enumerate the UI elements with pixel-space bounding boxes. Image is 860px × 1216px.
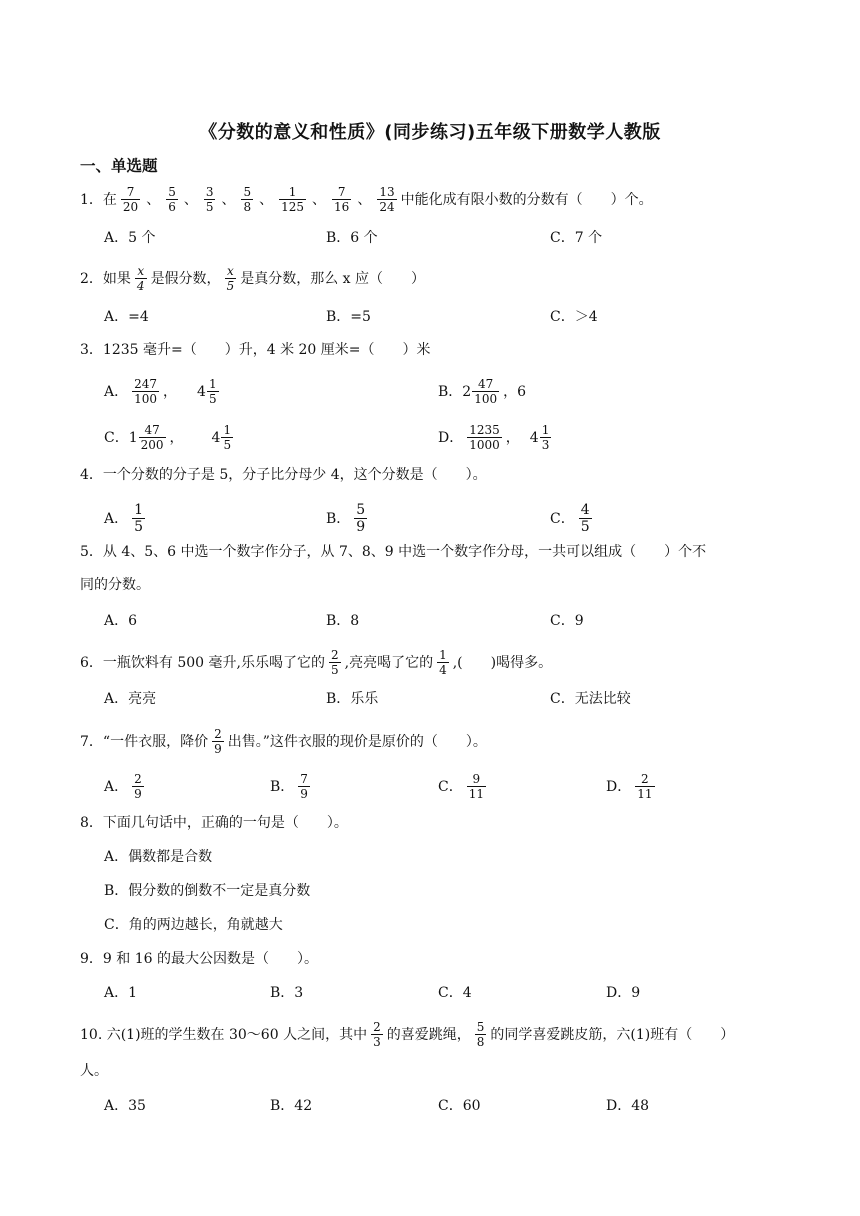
option-b[interactable]: B．乐乐: [326, 691, 379, 707]
option-d[interactable]: D． $\frac{1235}{1000}$ ， 4 $\frac{1}{3}$: [438, 423, 550, 452]
fraction: $\frac{7}{9}$: [300, 772, 308, 801]
option-c[interactable]: C．角的两边越长，角就越大: [104, 917, 283, 933]
question-10-continued: 人。: [80, 1063, 108, 1079]
fraction: $\frac{x}{4}$: [136, 264, 145, 293]
option-b[interactable]: B．6 个: [326, 230, 378, 246]
fraction: $\frac{2}{3}$: [373, 1020, 381, 1049]
fraction: $\frac{2}{5}$: [330, 648, 339, 677]
fraction: $\frac{1}{4}$: [439, 648, 447, 677]
option-c[interactable]: C．＞4: [550, 309, 598, 325]
option-a[interactable]: A．35: [104, 1098, 146, 1114]
fraction: $\frac{1}{125}$: [281, 185, 305, 214]
fraction: $\frac{1}{5}$: [208, 377, 217, 406]
option-a[interactable]: A． $\frac{247}{100}$ ， 4 $\frac{1}{5}$: [104, 377, 217, 406]
question-9: 9．9 和 16 的最大公因数是（ ）。: [80, 951, 318, 967]
question-number: 1．在: [80, 191, 117, 208]
question-10: 10. 六(1)班的学生数在 30～60 人之间，其中 $\frac{2}{3}$ 的喜爱跳绳， $\frac{5}{8}$ 的同学喜爱跳皮筋，六(1)班有（ ）: [80, 1020, 735, 1049]
option-d[interactable]: D．48: [606, 1098, 650, 1114]
question-4: 4．一个分数的分子是 5，分子比分母少 4，这个分数是（ ）。: [80, 467, 487, 483]
fraction: $\frac{1235}{1000}$: [469, 423, 500, 452]
page-title: 《分数的意义和性质》(同步练习)五年级下册数学人教版: [199, 122, 661, 143]
fraction: $\frac{2}{11}$: [637, 772, 653, 801]
fraction: $\frac{5}{8}$: [243, 185, 252, 214]
option-a[interactable]: A．亮亮: [104, 691, 157, 707]
option-b[interactable]: B．假分数的倒数不一定是真分数: [104, 883, 311, 899]
option-b[interactable]: B．=5: [326, 309, 371, 325]
fraction: $\frac{5}{8}$: [476, 1020, 485, 1049]
option-b[interactable]: B． $\frac{7}{9}$: [270, 772, 308, 801]
option-d[interactable]: D． $\frac{2}{11}$: [606, 772, 653, 801]
section-heading: 一、单选题: [80, 157, 158, 175]
fraction: $\frac{7}{20}$: [122, 185, 139, 214]
option-c[interactable]: C．7 个: [550, 230, 603, 246]
fraction: $\frac{1}{5}$: [223, 423, 232, 452]
question-8: 8．下面几句话中，正确的一句是（ ）。: [80, 815, 348, 831]
question-6: 6．一瓶饮料有 500 毫升,乐乐喝了它的 $\frac{2}{5}$ ,亮亮喝了它的 $\frac{1}{4}$ ,( )喝得多。: [80, 648, 553, 677]
question-3: 3．1235 毫升=（ ）升，4 米 20 厘米=（ ）米: [80, 342, 431, 358]
fraction: $\frac{3}{5}$: [205, 185, 214, 214]
option-c[interactable]: C．9: [550, 613, 584, 629]
option-c[interactable]: C． $\frac{9}{11}$: [438, 772, 484, 801]
fraction: $\frac{7}{16}$: [334, 185, 350, 214]
option-c[interactable]: C．无法比较: [550, 691, 631, 707]
question-7: 7．“一件衣服，降价 $\frac{2}{9}$ 出售。”这件衣服的现价是原价的（ ）。: [80, 727, 487, 756]
option-c[interactable]: C．4: [438, 985, 472, 1001]
question-1: 1．在 $\frac{7}{20}$ 、 $\frac{5}{6}$ 、 $\frac{3}{5}$ 、 $\frac{5}{8}$ 、 $\frac{1}{125}$ 、 $\frac{7}{16}$ 、 $\frac{13}{24}$ 中能化成有限小数的分数有（ ）个。: [80, 185, 653, 214]
option-b[interactable]: B．8: [326, 613, 360, 629]
fraction: $\frac{4}{5}$: [580, 502, 590, 535]
fraction: $\frac{47}{100}$: [474, 377, 498, 406]
option-b[interactable]: B． $\frac{5}{9}$: [326, 502, 366, 535]
option-c[interactable]: C．60: [438, 1098, 481, 1114]
option-a[interactable]: A．6: [104, 613, 138, 629]
option-b[interactable]: B．42: [270, 1098, 313, 1114]
fraction: $\frac{13}{24}$: [379, 185, 395, 214]
option-d[interactable]: D．9: [606, 985, 641, 1001]
question-5: 5．从 4、5、6 中选一个数字作分子，从 7、8、9 中选一个数字作分母，一共可以组成（ ）个不: [80, 544, 707, 560]
fraction: $\frac{247}{100}$: [134, 377, 158, 406]
option-a[interactable]: A．=4: [104, 309, 149, 325]
option-a[interactable]: A．5 个: [104, 230, 156, 246]
fraction: $\frac{47}{200}$: [140, 423, 164, 452]
option-b[interactable]: B．3: [270, 985, 304, 1001]
option-a[interactable]: A． $\frac{2}{9}$: [104, 772, 142, 801]
option-a[interactable]: A．偶数都是合数: [104, 849, 213, 865]
fraction: $\frac{5}{6}$: [168, 185, 176, 214]
question-5-continued: 同的分数。: [80, 577, 150, 593]
fraction: $\frac{2}{9}$: [214, 727, 222, 756]
fraction: $\frac{9}{11}$: [468, 772, 484, 801]
question-2: 2．如果 $\frac{x}{4}$ 是假分数， $\frac{x}{5}$ 是真分数，那么 x 应（ ）: [80, 264, 425, 293]
fraction: $\frac{1}{3}$: [541, 423, 550, 452]
option-c[interactable]: C．1 $\frac{47}{200}$ ， 4 $\frac{1}{5}$: [104, 423, 232, 452]
fraction: $\frac{x}{5}$: [226, 264, 235, 293]
option-a[interactable]: A．1: [104, 985, 138, 1001]
fraction: $\frac{5}{9}$: [356, 502, 366, 535]
option-c[interactable]: C． $\frac{4}{5}$: [550, 502, 590, 535]
fraction: $\frac{2}{9}$: [134, 772, 142, 801]
fraction: $\frac{1}{5}$: [134, 502, 144, 535]
option-a[interactable]: A． $\frac{1}{5}$: [104, 502, 144, 535]
option-b[interactable]: B．2 $\frac{47}{100}$ ，6: [438, 377, 527, 406]
